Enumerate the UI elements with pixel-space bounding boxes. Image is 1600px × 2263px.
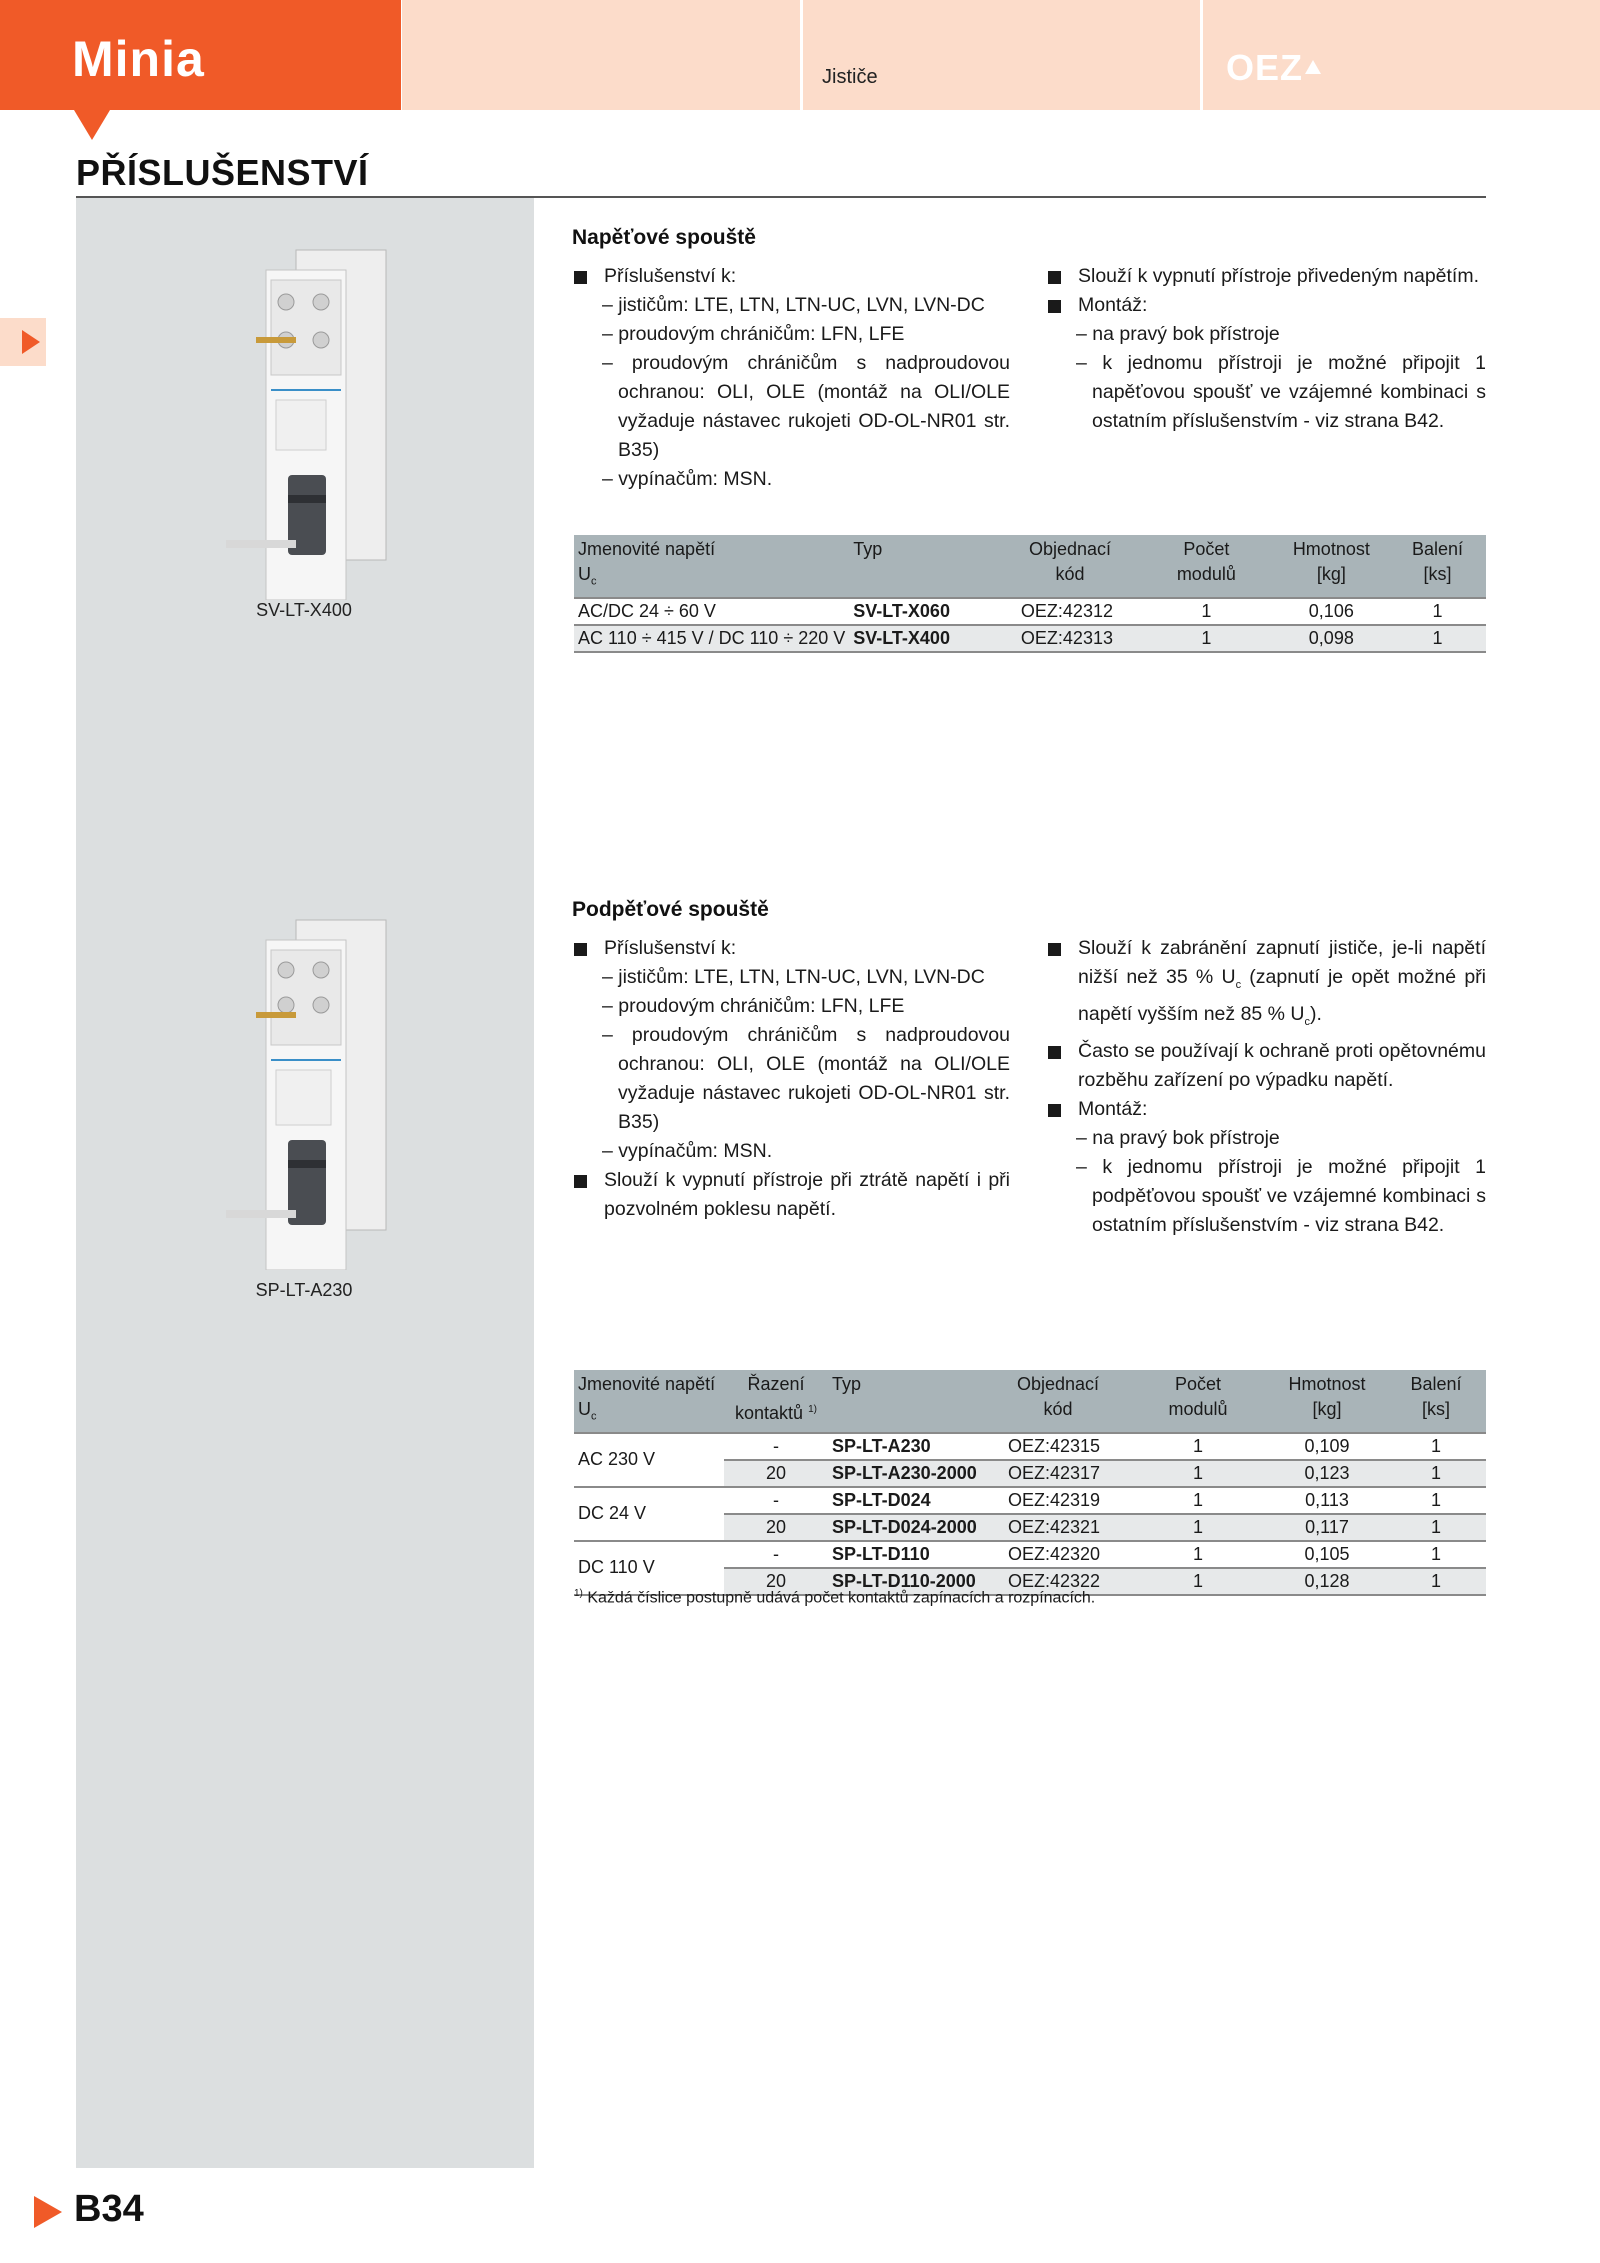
cell-modules: 1 <box>1128 1433 1268 1460</box>
brand-name: Minia <box>72 31 205 87</box>
header-voltage: Jmenovité napětí $U_c$ <box>574 1370 724 1433</box>
cell-voltage: AC/DC 24 ÷ 60 V <box>574 598 849 625</box>
cell-pack: 1 <box>1386 1433 1486 1460</box>
bullet-item: Často se používají k ochraně proti opětovnému rozběhu zařízení po výpadku napětí. <box>1048 1037 1486 1095</box>
product-caption: SP-LT-A230 <box>255 1280 353 1300</box>
sub-item: – na pravý bok přístroje <box>1048 320 1486 349</box>
table-row <box>574 625 1486 652</box>
shunt-trip-device-image <box>196 240 416 600</box>
header-notch <box>74 110 110 140</box>
cell-modules: 1 <box>1128 1514 1268 1541</box>
cell-type: SP-LT-A230 <box>828 1433 988 1460</box>
cell-pack: 1 <box>1386 1541 1486 1568</box>
page-title: PŘÍSLUŠENSTVÍ <box>76 152 369 193</box>
cell-pack: 1 <box>1389 625 1486 652</box>
product-caption: SV-LT-X400 <box>256 600 352 620</box>
bullet-item: Montáž: <box>1048 291 1486 320</box>
cell-code: OEZ:42322 <box>988 1568 1128 1595</box>
header-divider <box>800 0 803 110</box>
cell-weight: 0,105 <box>1268 1541 1386 1568</box>
table-header-row <box>574 1370 1486 1433</box>
header-voltage: Jmenovité napětí $U_c$ <box>574 535 849 598</box>
cell-type: SP-LT-D110 <box>828 1541 988 1568</box>
cell-weight: 0,123 <box>1268 1460 1386 1487</box>
table-row <box>574 598 1486 625</box>
oez-logo-text: OEZ <box>1226 47 1304 88</box>
shunt-trip-left-column <box>574 262 1010 494</box>
cell-pack: 1 <box>1389 598 1486 625</box>
bullet-item: Příslušenství k: <box>574 262 1010 291</box>
header-modules: Počet modulů <box>1128 1370 1268 1433</box>
header-section: Jističe <box>822 66 878 88</box>
header-code: Objednací kód <box>1001 535 1139 598</box>
cell-voltage: DC 110 V <box>574 1541 724 1595</box>
undervoltage-left-column <box>574 934 1010 1224</box>
bullet-item: Slouží k zabránění zapnutí jističe, je-li napětí nižší než 35 % $U_c$ (zapnutí je opět možné při napětí vyšším než 85 % $U_c$). <box>1048 934 1486 1037</box>
cell-modules: 1 <box>1128 1541 1268 1568</box>
cell-contacts: - <box>724 1487 828 1514</box>
sub-item: – proudovým chráničům: LFN, LFE <box>574 992 1010 1021</box>
shunt-trip-right-column <box>1048 262 1486 436</box>
cell-modules: 1 <box>1128 1568 1268 1595</box>
cell-modules: 1 <box>1139 625 1273 652</box>
cell-weight: 0,098 <box>1274 625 1390 652</box>
shunt-trip-table <box>574 535 1486 653</box>
cell-weight: 0,106 <box>1274 598 1390 625</box>
cell-code: OEZ:42313 <box>1001 625 1139 652</box>
sub-item: – k jednomu přístroji je možné připojit 1 napěťovou spoušť ve vzájemné kombinaci s ostatním příslušenstvím - viz strana B42. <box>1048 349 1486 436</box>
undervoltage-release-device-image <box>196 910 416 1270</box>
cell-pack: 1 <box>1386 1568 1486 1595</box>
cell-pack: 1 <box>1386 1487 1486 1514</box>
bullet-item: Příslušenství k: <box>574 934 1010 963</box>
cell-type: SP-LT-D110-2000 <box>828 1568 988 1595</box>
cell-code: OEZ:42312 <box>1001 598 1139 625</box>
sub-item: – proudovým chráničům: LFN, LFE <box>574 320 1010 349</box>
section-title-undervoltage: Podpěťové spouště <box>572 898 769 921</box>
cell-code: OEZ:42315 <box>988 1433 1128 1460</box>
header-divider <box>1200 0 1203 110</box>
cell-type: SP-LT-A230-2000 <box>828 1460 988 1487</box>
oez-logo <box>1226 47 1321 88</box>
header-weight: Hmotnost [kg] <box>1274 535 1390 598</box>
cell-contacts: - <box>724 1433 828 1460</box>
table-header-row <box>574 535 1486 598</box>
table-row <box>574 1433 1486 1460</box>
section-title-shunt-trip: Napěťové spouště <box>572 226 756 249</box>
cell-pack: 1 <box>1386 1460 1486 1487</box>
table-footnote: $^{1)}$ Každá číslice postupně udává počet kontaktů zapínacích a rozpínacích. <box>574 1588 1096 1607</box>
sub-item: – proudovým chráničům s nadproudovou ochranou: OLI, OLE (montáž na OLI/OLE vyžaduje nástavec rukojeti OD-OL-NR01 str. B35) <box>574 1021 1010 1137</box>
page-number: B34 <box>74 2188 144 2230</box>
cell-contacts: - <box>724 1541 828 1568</box>
cell-code: OEZ:42320 <box>988 1541 1128 1568</box>
cell-voltage: AC 230 V <box>574 1433 724 1487</box>
sub-item: – vypínačům: MSN. <box>574 465 1010 494</box>
header-contacts: Řazení kontaktů $^{1)}$ <box>724 1370 828 1433</box>
cell-voltage: DC 24 V <box>574 1487 724 1541</box>
cell-modules: 1 <box>1128 1460 1268 1487</box>
header-brand-block <box>0 0 401 110</box>
bullet-item: Slouží k vypnutí přístroje přivedeným napětím. <box>1048 262 1486 291</box>
cell-type: SV-LT-X060 <box>849 598 1001 625</box>
header-band <box>402 0 1600 110</box>
cell-modules: 1 <box>1128 1487 1268 1514</box>
side-marker-arrow-icon <box>0 318 46 366</box>
page-arrow-icon <box>34 2196 62 2228</box>
header-pack: Balení [ks] <box>1389 535 1486 598</box>
cell-weight: 0,109 <box>1268 1433 1386 1460</box>
cell-weight: 0,117 <box>1268 1514 1386 1541</box>
cell-code: OEZ:42319 <box>988 1487 1128 1514</box>
bullet-item: Slouží k vypnutí přístroje při ztrátě napětí i při pozvolném poklesu napětí. <box>574 1166 1010 1224</box>
cell-weight: 0,128 <box>1268 1568 1386 1595</box>
cell-type: SP-LT-D024-2000 <box>828 1514 988 1541</box>
cell-weight: 0,113 <box>1268 1487 1386 1514</box>
header-modules: Počet modulů <box>1139 535 1273 598</box>
cell-code: OEZ:42317 <box>988 1460 1128 1487</box>
sub-item: – jističům: LTE, LTN, LTN-UC, LVN, LVN-DC <box>574 963 1010 992</box>
sub-item: – proudovým chráničům s nadproudovou ochranou: OLI, OLE (montáž na OLI/OLE vyžaduje nástavec rukojeti OD-OL-NR01 str. B35) <box>574 349 1010 465</box>
cell-modules: 1 <box>1139 598 1273 625</box>
header-type: Typ <box>828 1370 988 1433</box>
cell-contacts: 20 <box>724 1514 828 1541</box>
sub-item: – jističům: LTE, LTN, LTN-UC, LVN, LVN-DC <box>574 291 1010 320</box>
header-weight: Hmotnost [kg] <box>1268 1370 1386 1433</box>
logo-triangle-icon <box>1305 60 1321 74</box>
header-code: Objednací kód <box>988 1370 1128 1433</box>
table-row <box>574 1541 1486 1568</box>
undervoltage-table <box>574 1370 1486 1596</box>
undervoltage-right-column <box>1048 934 1486 1240</box>
cell-pack: 1 <box>1386 1514 1486 1541</box>
sub-item: – vypínačům: MSN. <box>574 1137 1010 1166</box>
table-row <box>574 1487 1486 1514</box>
sub-item: – k jednomu přístroji je možné připojit 1 podpěťovou spoušť ve vzájemné kombinaci s ostatním příslušenstvím - viz strana B42. <box>1048 1153 1486 1240</box>
sub-item: – na pravý bok přístroje <box>1048 1124 1486 1153</box>
header-pack: Balení [ks] <box>1386 1370 1486 1433</box>
cell-voltage: AC 110 ÷ 415 V / DC 110 ÷ 220 V <box>574 625 849 652</box>
header-type: Typ <box>849 535 1001 598</box>
bullet-item: Montáž: <box>1048 1095 1486 1124</box>
cell-type: SP-LT-D024 <box>828 1487 988 1514</box>
cell-contacts: 20 <box>724 1460 828 1487</box>
cell-code: OEZ:42321 <box>988 1514 1128 1541</box>
cell-type: SV-LT-X400 <box>849 625 1001 652</box>
cell-contacts: 20 <box>724 1568 828 1595</box>
